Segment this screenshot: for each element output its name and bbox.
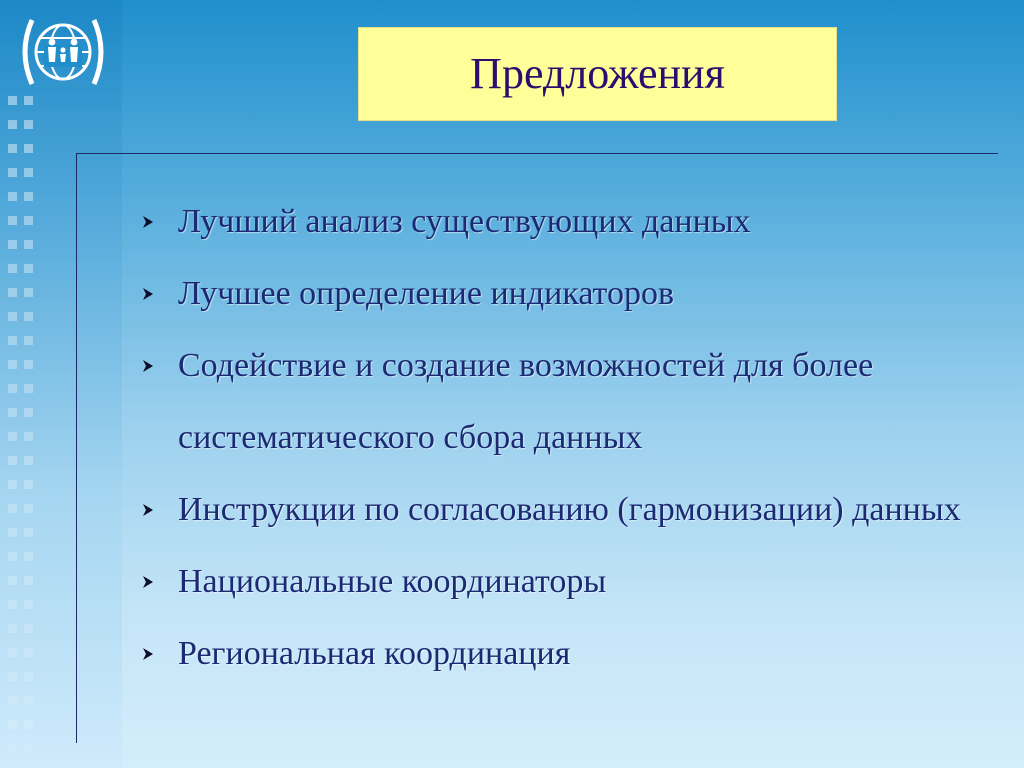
decor-square — [24, 600, 33, 609]
bullet-text: Содействие и создание возможностей для более систематического сбора данных — [178, 347, 874, 456]
decor-square — [8, 432, 17, 441]
decor-square — [24, 456, 33, 465]
decor-square — [8, 600, 17, 609]
decor-square — [24, 168, 33, 177]
decor-square — [24, 552, 33, 561]
decor-square — [24, 120, 33, 129]
decor-square — [8, 336, 17, 345]
decor-square — [8, 576, 17, 585]
decor-square — [24, 312, 33, 321]
decor-square — [8, 120, 17, 129]
arrowhead-bullet-icon — [140, 474, 160, 546]
decor-square — [8, 216, 17, 225]
bullet-item — [140, 618, 990, 690]
decor-square — [8, 480, 17, 489]
decor-square — [24, 672, 33, 681]
decor-square — [24, 408, 33, 417]
arrowhead-bullet-icon — [140, 546, 160, 618]
bullet-item — [140, 330, 990, 474]
decor-square — [24, 96, 33, 105]
arrowhead-bullet-icon — [140, 186, 160, 258]
decor-square — [8, 288, 17, 297]
decor-square — [8, 264, 17, 273]
decor-square — [24, 648, 33, 657]
bullet-item — [140, 258, 990, 330]
decor-square — [8, 624, 17, 633]
decor-square — [24, 744, 33, 753]
decor-square — [24, 528, 33, 537]
decor-square — [24, 264, 33, 273]
decor-square — [8, 384, 17, 393]
decor-square — [8, 504, 17, 513]
arrowhead-bullet-icon — [140, 258, 160, 330]
decor-square — [8, 312, 17, 321]
decor-square — [8, 696, 17, 705]
decor-square — [24, 192, 33, 201]
decor-square — [8, 456, 17, 465]
decor-square — [24, 336, 33, 345]
decor-square — [8, 528, 17, 537]
decor-square — [8, 192, 17, 201]
horizontal-divider — [76, 153, 998, 154]
bullet-item — [140, 474, 990, 546]
bullet-text: Лучший анализ существующих данных — [178, 203, 751, 240]
bullet-text: Инструкции по согласованию (гармонизации) данных — [178, 491, 961, 528]
decor-square — [24, 288, 33, 297]
bullet-text: Региональная координация — [178, 635, 571, 672]
bullet-item — [140, 546, 990, 618]
decor-square — [8, 672, 17, 681]
bullet-item — [140, 186, 990, 258]
decor-square — [8, 744, 17, 753]
decor-square — [8, 552, 17, 561]
arrowhead-bullet-icon — [140, 330, 160, 402]
arrowhead-bullet-icon — [140, 618, 160, 690]
decor-square — [8, 408, 17, 417]
decor-square — [24, 720, 33, 729]
iom-globe-family-logo-icon — [14, 12, 112, 92]
decor-square — [8, 720, 17, 729]
left-decor-band — [0, 0, 122, 768]
title-box — [358, 27, 837, 121]
decor-square — [8, 144, 17, 153]
decor-square — [24, 240, 33, 249]
decor-square — [8, 96, 17, 105]
decor-square — [24, 480, 33, 489]
decor-square — [24, 624, 33, 633]
bullet-text: Национальные координаторы — [178, 563, 607, 600]
decor-square — [24, 504, 33, 513]
decor-square — [24, 216, 33, 225]
decor-square — [24, 144, 33, 153]
slide-title: Предложения — [470, 49, 725, 98]
decor-square — [8, 240, 17, 249]
decor-square — [8, 168, 17, 177]
decorative-squares — [8, 96, 48, 768]
decor-square — [24, 696, 33, 705]
bullet-list — [140, 186, 990, 690]
decor-square — [24, 384, 33, 393]
bullet-text: Лучшее определение индикаторов — [178, 275, 675, 312]
decor-square — [8, 648, 17, 657]
decor-square — [24, 432, 33, 441]
decor-square — [24, 576, 33, 585]
decor-square — [8, 360, 17, 369]
vertical-divider — [76, 153, 77, 743]
decor-square — [24, 360, 33, 369]
